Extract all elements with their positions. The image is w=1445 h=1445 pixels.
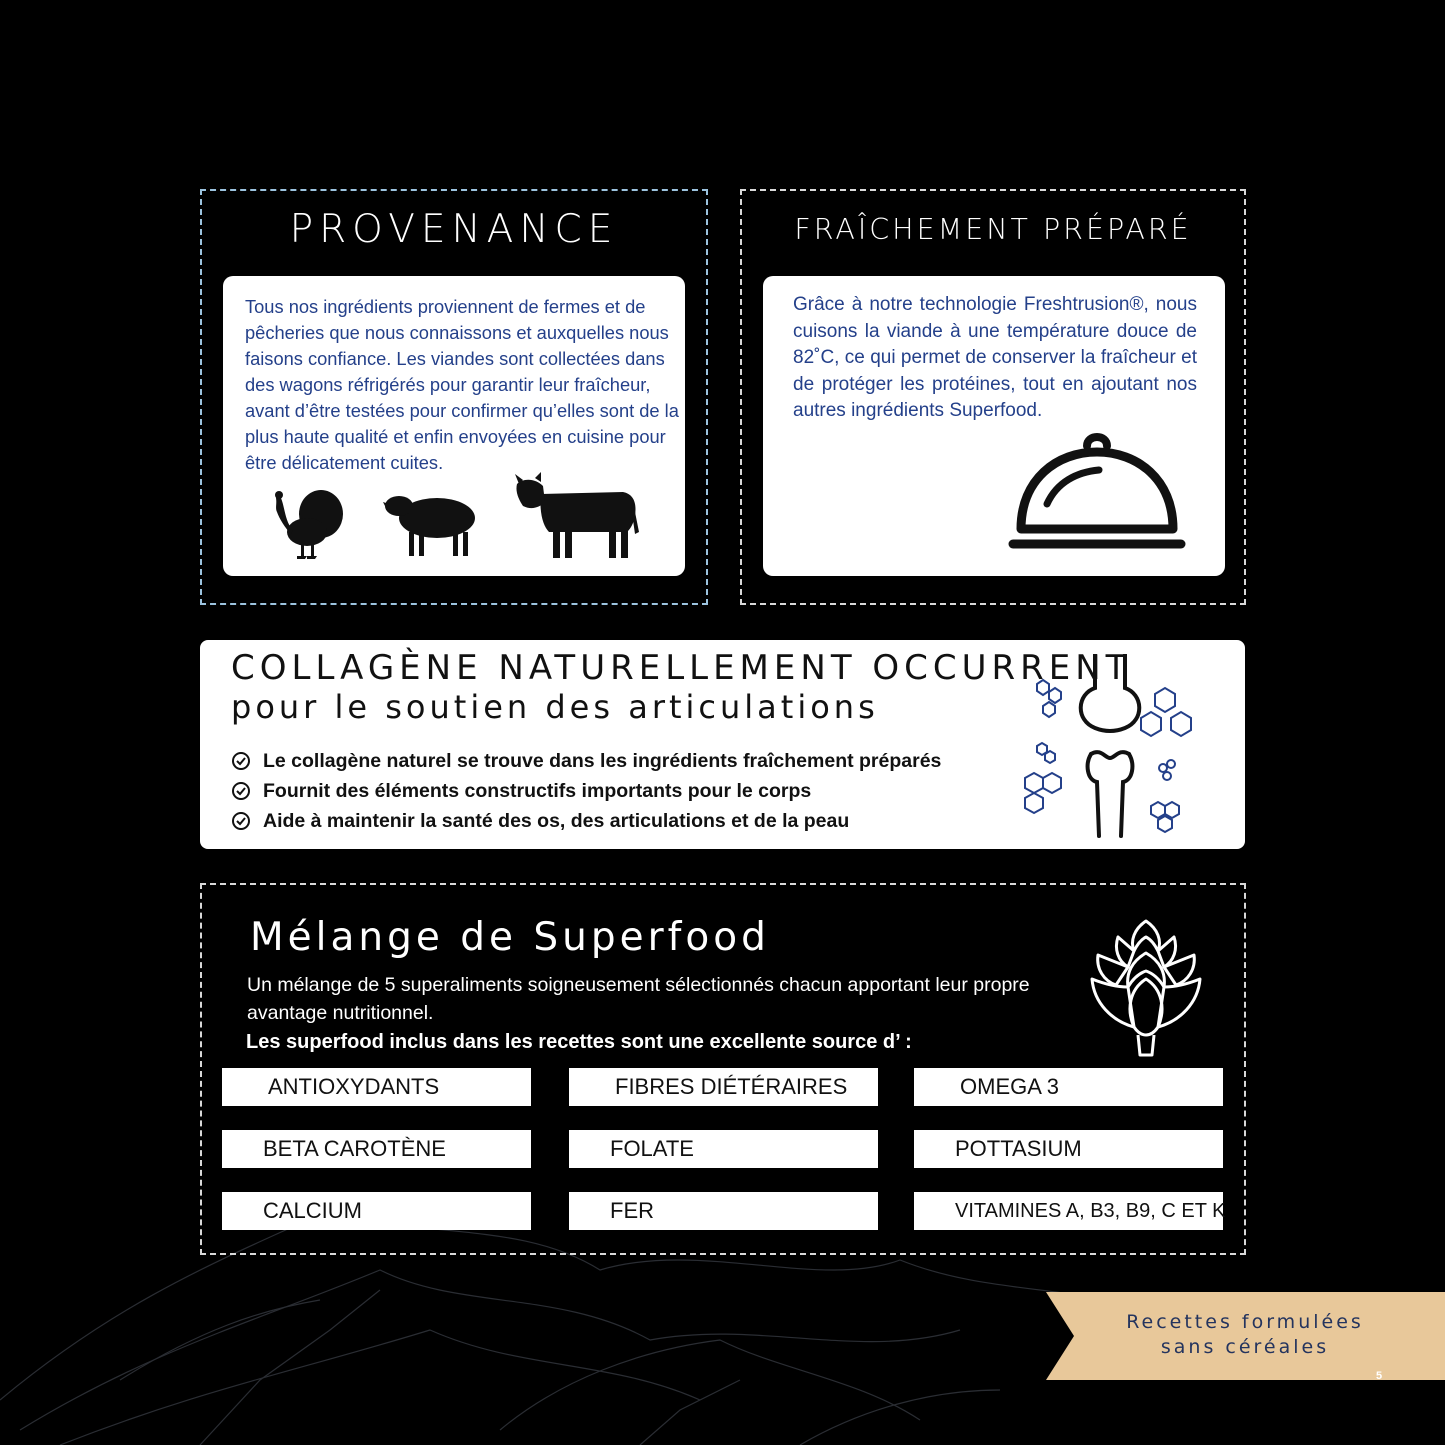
nutrient-tag [222, 1068, 531, 1106]
fresh-title: FRAÎCHEMENT PRÉPARÉ [794, 213, 1192, 246]
nutrient-tag-label: FIBRES DIÉTÉRAIRES [615, 1074, 848, 1099]
collagen-title: COLLAGÈNE NATURELLEMENT OCCURRENT [231, 648, 1132, 688]
provenance-card [223, 276, 685, 576]
nutrient-tag [914, 1192, 1226, 1230]
nutrient-tag [222, 1192, 531, 1230]
check-circle-icon [231, 751, 251, 771]
artichoke-icon [1088, 917, 1204, 1057]
nutrient-tag-label: BETA CAROTÈNE [263, 1136, 446, 1161]
provenance-text: Tous nos ingrédients proviennent de fermes et de pêcheries que nous connaissons et auxquelles nous faisons confiance. Les viandes sont collectées dans des wagons réfrigérés pour garantir leur fraîcheur, avant d’être testées pour confirmer qu’elles sont de la plus haute qualité et enfin envoyées en cuisine pour être délicatement cuites. [245, 296, 679, 473]
fresh-text: Grâce à notre technologie Freshtrusion®, nous cuisons la viande à une température douce de 82˚C, ce qui permet de conserver la fraîcheur et de protéger les protéines, tout en ajoutant nos autres ingrédients Superfood. [793, 294, 1197, 421]
knee-joint-icon [1015, 654, 1205, 844]
ribbon-line-2: sans céréales [1160, 1336, 1330, 1358]
ribbon-line-1: Recettes formulées [1126, 1311, 1364, 1333]
nutrient-tag-label: VITAMINES A, B3, B9, C ET K [955, 1200, 1226, 1222]
nutrient-tag-label: OMEGA 3 [960, 1074, 1060, 1099]
collagen-benefit-list [231, 746, 941, 836]
superfood-lead: Les superfood inclus dans les recettes sont une excellente source d’ : [246, 1031, 912, 1053]
nutrient-tag-label: CALCIUM [263, 1198, 363, 1223]
turkey-icon [271, 486, 347, 562]
nutrient-tag-label: POTTASIUM [955, 1136, 1082, 1161]
collagen-item-text: Le collagène naturel se trouve dans les ingrédients fraîchement préparés [263, 749, 942, 772]
fresh-card [763, 276, 1225, 576]
fresh-panel [740, 189, 1246, 605]
nutrient-tag [569, 1068, 878, 1106]
superfood-intro: Un mélange de 5 superaliments soigneusement sélectionnés chacun apportant leur propre avantage nutritionnel. [247, 974, 1030, 1024]
list-item [231, 776, 941, 806]
check-circle-icon [231, 781, 251, 801]
cow-icon [513, 472, 641, 562]
nutrient-tag [569, 1192, 878, 1230]
nutrient-tag [914, 1068, 1223, 1106]
sheep-icon [383, 486, 479, 562]
nutrient-tag-label: FER [610, 1198, 654, 1223]
nutrient-tag-label: FOLATE [610, 1136, 694, 1161]
grain-free-label [1095, 1310, 1395, 1360]
nutrient-tag-label: ANTIOXYDANTS [268, 1074, 440, 1099]
nutrient-tag [569, 1130, 878, 1168]
cloche-icon [1007, 424, 1187, 554]
list-item [231, 806, 941, 836]
provenance-title: PROVENANCE [289, 207, 619, 252]
check-circle-icon [231, 811, 251, 831]
collagen-panel [200, 640, 1245, 849]
collagen-subtitle: pour le soutien des articulations [231, 688, 879, 726]
superfood-title: Mélange de Superfood [250, 915, 770, 960]
collagen-item-text: Fournit des éléments constructifs importants pour le corps [263, 779, 812, 802]
page-number: 5 [1376, 1370, 1383, 1382]
provenance-panel [200, 189, 708, 605]
nutrient-tag [222, 1130, 531, 1168]
collagen-item-text: Aide à maintenir la santé des os, des articulations et de la peau [263, 809, 850, 832]
nutrient-tag [914, 1130, 1223, 1168]
list-item [231, 746, 941, 776]
